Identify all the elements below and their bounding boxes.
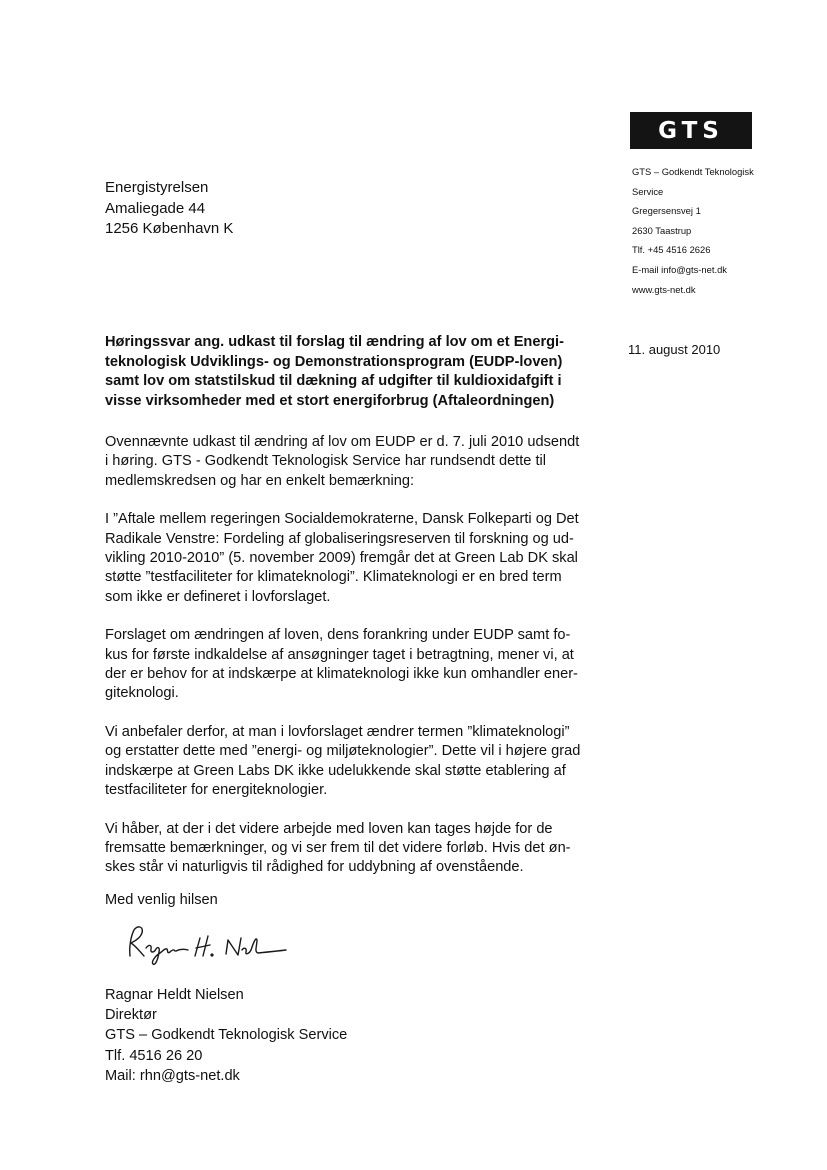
body-line: kus for første indkaldelse af ansøgninger taget i betragtning, mener vi, at bbox=[105, 646, 574, 663]
body-line: Ovennævnte udkast til ændring af lov om EUDP er d. 7. juli 2010 udsendt bbox=[105, 434, 580, 450]
recipient-address-block bbox=[105, 178, 405, 240]
body-line: Vi håber, at der i det videre arbejde med loven kan tages højde for de bbox=[105, 820, 553, 837]
body-line: i høring. GTS - Godkendt Teknologisk Service har rundsendt dette til bbox=[105, 453, 547, 470]
sender-phone: Tlf. +45 4516 2626 bbox=[632, 244, 711, 256]
sender-line: Gregersensvej 1 bbox=[632, 205, 701, 217]
body-line: Vi anbefaler derfor, at man i lovforslaget ændrer termen ”klimateknologi” bbox=[105, 723, 570, 740]
letter-date: 11. august 2010 bbox=[628, 342, 721, 357]
sender-line: Service bbox=[632, 185, 664, 197]
body-paragraph bbox=[105, 626, 625, 704]
subject-line: teknologisk Udviklings- og Demonstrationsprogram (EUDP-loven) bbox=[105, 353, 563, 370]
gts-logo-text: GTS bbox=[658, 117, 724, 144]
body-line: Forslaget om ændringen af loven, dens forankring under EUDP samt fo- bbox=[105, 627, 571, 644]
body-line: giteknologi. bbox=[105, 685, 179, 702]
subject-line: visse virksomheder med et stort energiforbrug (Aftaleordningen) bbox=[105, 392, 555, 409]
gts-logo bbox=[630, 112, 752, 149]
signer-title: Direktør bbox=[105, 1007, 157, 1024]
body-line: vikling 2010-2010” (5. november 2009) fremgår det at Green Lab DK skal bbox=[105, 550, 578, 567]
signer-block bbox=[105, 985, 347, 1086]
handwritten-signature bbox=[120, 922, 290, 968]
signer-phone: Tlf. 4516 26 20 bbox=[105, 1047, 203, 1064]
body-line: testfaciliteter for energiteknologier. bbox=[105, 782, 328, 799]
body-paragraph bbox=[105, 723, 625, 801]
body-paragraph bbox=[105, 433, 625, 491]
recipient-line: Amaliegade 44 bbox=[105, 199, 206, 217]
sender-email: E-mail info@gts-net.dk bbox=[632, 263, 727, 275]
sender-line: GTS – Godkendt Teknologisk bbox=[632, 166, 754, 177]
signer-name: Ragnar Heldt Nielsen bbox=[105, 987, 244, 1003]
letter-body bbox=[105, 433, 625, 897]
sender-line: 2630 Taastrup bbox=[632, 224, 692, 236]
body-line: som ikke er defineret i lovforslaget. bbox=[105, 588, 331, 605]
body-line: Radikale Venstre: Fordeling af globaliseringsreserven til forskning og ud- bbox=[105, 530, 574, 547]
subject-line: samt lov om statstilskud til dækning af udgifter til kuldioxidafgift i bbox=[105, 373, 562, 390]
recipient-line: 1256 København K bbox=[105, 220, 234, 237]
body-line: støtte ”testfaciliteter for klimateknologi”. Klimateknologi er en bred term bbox=[105, 569, 562, 586]
recipient-line: Energistyrelsen bbox=[105, 179, 209, 196]
letter-closing: Med venlig hilsen bbox=[105, 892, 218, 908]
body-line: skes står vi naturligvis til rådighed for uddybning af ovenstående. bbox=[105, 859, 524, 876]
body-line: medlemskredsen og har en enkelt bemærkning: bbox=[105, 472, 415, 489]
signer-organization: GTS – Godkendt Teknologisk Service bbox=[105, 1027, 348, 1044]
sender-website: www.gts-net.dk bbox=[632, 283, 696, 295]
body-paragraph bbox=[105, 510, 625, 607]
body-line: indskærpe at Green Labs DK ikke udelukkende skal støtte etablering af bbox=[105, 762, 566, 779]
body-paragraph bbox=[105, 820, 625, 878]
sender-address-block bbox=[632, 162, 822, 299]
body-line: der er behov for at indskærpe at klimateknologi ikke kun omhandler ener- bbox=[105, 666, 578, 683]
letter-subject bbox=[105, 333, 615, 411]
body-line: I ”Aftale mellem regeringen Socialdemokraterne, Dansk Folkeparti og Det bbox=[105, 511, 579, 528]
subject-line: Høringssvar ang. udkast til forslag til ændring af lov om et Energi- bbox=[105, 334, 564, 350]
body-line: og erstatter dette med ”energi- og miljøteknologier”. Dette vil i højere grad bbox=[105, 743, 581, 760]
signer-email: Mail: rhn@gts-net.dk bbox=[105, 1067, 240, 1084]
body-line: fremsatte bemærkninger, og vi ser frem til det videre forløb. Hvis det øn- bbox=[105, 839, 571, 856]
